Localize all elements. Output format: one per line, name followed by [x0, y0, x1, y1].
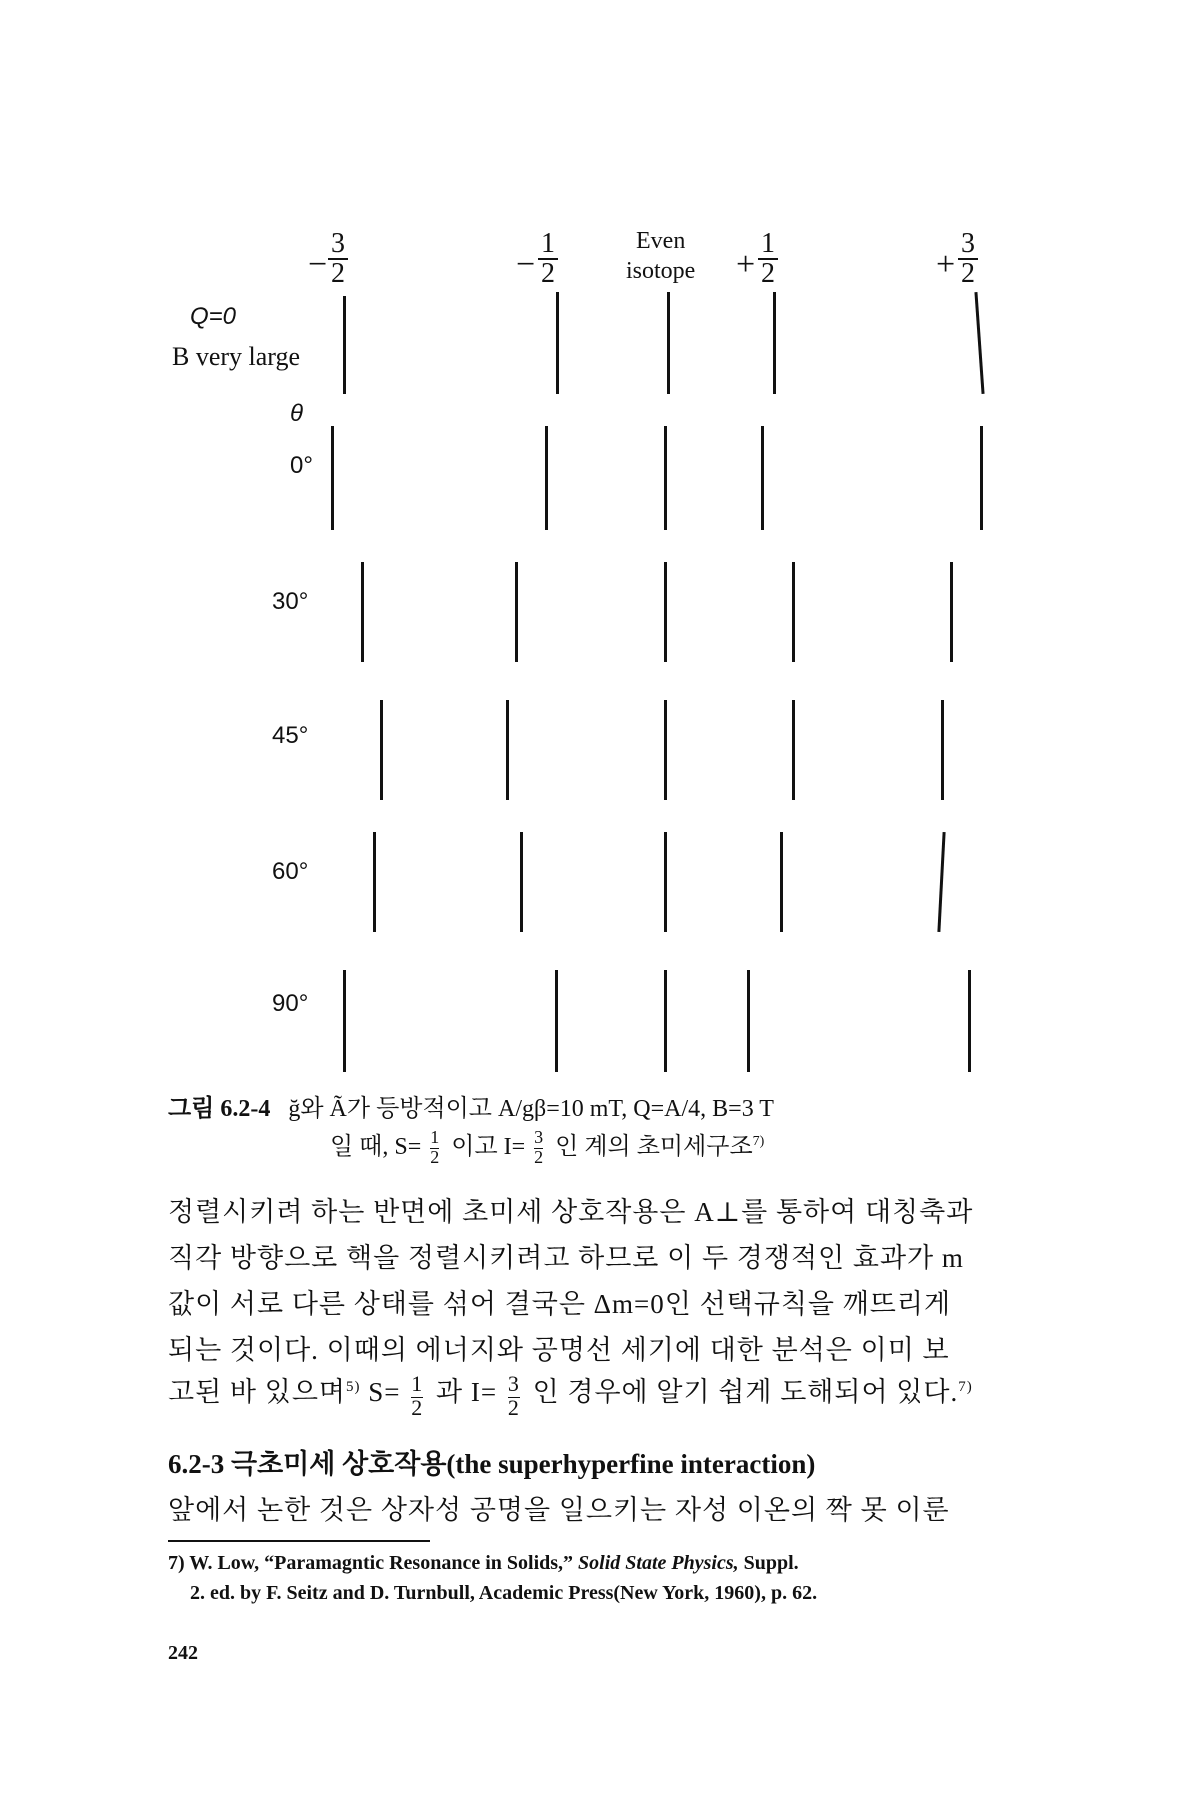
spectral-line — [664, 426, 667, 530]
header-sign: + — [736, 246, 756, 283]
header-fraction: $\frac{3}{2}$ — [328, 230, 348, 288]
caption-prefix: 그림 6.2-4 — [168, 1096, 271, 1122]
caption-i-fraction: $\frac{3}{2}$ — [534, 1127, 544, 1168]
header-fraction: $\frac{1}{2}$ — [758, 230, 778, 288]
body-line: 정렬시키려 하는 반면에 초미세 상호작용은 A⊥를 통하여 대칭축과 — [168, 1197, 974, 1227]
spectral-line — [343, 970, 346, 1072]
caption-s-fraction: $\frac{1}{2}$ — [430, 1127, 440, 1168]
angle-label: 60° — [272, 858, 309, 885]
header-fraction: $\frac{1}{2}$ — [538, 230, 558, 288]
caption-text: 인 계의 초미세구조 — [555, 1134, 753, 1160]
footnote-line: 2. ed. by F. Seitz and D. Turnbull, Academic Press(New York, 1960), p. 62. — [190, 1582, 818, 1604]
body-line: 값이 서로 다른 상태를 섞어 결국은 Δm=0인 선택규칙을 깨뜨리게 — [168, 1289, 952, 1319]
header-sign: − — [516, 246, 536, 283]
spectral-line — [664, 970, 667, 1072]
spectral-line — [780, 832, 783, 932]
angle-label: 0° — [290, 452, 313, 479]
page-number: 242 — [168, 1642, 198, 1664]
footnote-rule — [168, 1540, 430, 1542]
body-line: 고된 바 있으며$^{5)}$ S= $\frac{1}{2}$ 과 I= $\frac{3}{2}$ 인 경우에 알기 쉽게 도해되어 있다.$^{7)}$ — [168, 1370, 973, 1420]
angle-label: 90° — [272, 990, 309, 1017]
caption-text: 일 때, S= — [330, 1134, 422, 1160]
spectral-line — [968, 970, 971, 1072]
spectral-line — [556, 292, 559, 394]
angle-label: 30° — [272, 588, 309, 615]
spectral-line — [664, 562, 667, 662]
figure-caption-line2 — [330, 1126, 764, 1166]
even-label: Even — [636, 228, 686, 254]
isotope-label: isotope — [626, 258, 696, 284]
header-fraction: $\frac{3}{2}$ — [958, 230, 978, 288]
spectral-line — [515, 562, 518, 662]
spectral-line — [373, 832, 376, 932]
spectral-line — [747, 970, 750, 1072]
spectral-line — [792, 700, 795, 800]
spectral-line — [664, 700, 667, 800]
spectral-line — [950, 562, 953, 662]
body-line: 되는 것이다. 이때의 에너지와 공명선 세기에 대한 분석은 이미 보 — [168, 1335, 950, 1365]
b-label: B very large — [172, 342, 301, 371]
angle-label: 45° — [272, 722, 309, 749]
spectral-line — [343, 296, 346, 394]
figure-caption — [168, 1088, 774, 1123]
spectral-line — [773, 292, 776, 394]
caption-ref: 7) — [752, 1134, 765, 1149]
spectral-line — [506, 700, 509, 800]
body-i-fraction: $\frac{3}{2}$ — [507, 1370, 520, 1420]
spectral-line — [792, 562, 795, 662]
header-sign: − — [308, 246, 328, 283]
spectral-line — [761, 426, 764, 530]
header-sign: + — [936, 246, 956, 283]
theta-label: θ — [290, 400, 304, 427]
spectral-line — [555, 970, 558, 1072]
caption-line1: ğ와 Ã가 등방적이고 A/gβ=10 mT, Q=A/4, B=3 T — [288, 1096, 774, 1122]
section-line: 앞에서 논한 것은 상자성 공명을 일으키는 자성 이온의 짝 못 이룬 — [168, 1495, 950, 1525]
section-heading: 6.2-3 극초미세 상호작용(the superhyperfine interaction) — [168, 1449, 816, 1479]
body-line: 직각 방향으로 핵을 정렬시키려고 하므로 이 두 경쟁적인 효과가 m — [168, 1243, 964, 1273]
spectral-line — [331, 426, 334, 530]
q-label: Q=0 — [190, 303, 237, 330]
spectral-line — [545, 426, 548, 530]
spectral-line — [664, 832, 667, 932]
body-s-fraction: $\frac{1}{2}$ — [411, 1370, 424, 1420]
spectral-line — [361, 562, 364, 662]
spectral-line — [980, 426, 983, 530]
spectral-line — [937, 832, 945, 932]
spectral-line — [974, 292, 984, 394]
footnote-line: 7) W. Low, “Paramagntic Resonance in Solids,” Solid State Physics, Suppl. — [168, 1552, 799, 1574]
spectral-line — [667, 292, 670, 394]
spectral-line — [941, 700, 944, 800]
spectral-line — [380, 700, 383, 800]
caption-text: 이고 I= — [451, 1134, 526, 1160]
spectral-line — [520, 832, 523, 932]
